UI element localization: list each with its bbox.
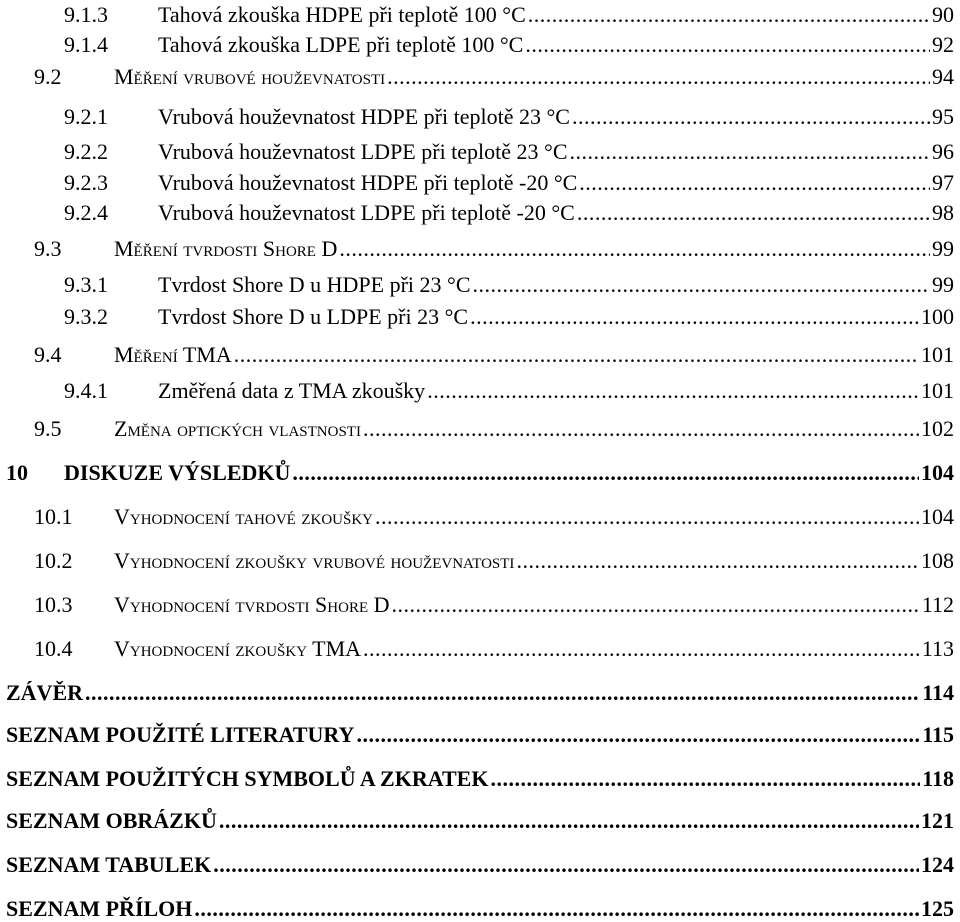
dot-leader <box>292 460 919 482</box>
toc-number: 9.4 <box>34 342 62 367</box>
toc-title: Změřená data z TMA zkoušky <box>158 378 426 403</box>
toc-number: 9.2.4 <box>64 200 108 225</box>
toc-page-number: 101 <box>921 378 954 403</box>
toc-number: 9.2 <box>34 64 62 89</box>
toc-number: 9.3.1 <box>64 272 108 297</box>
toc-number: 10.1 <box>34 504 73 529</box>
toc-page-number: 108 <box>921 548 954 573</box>
dot-leader <box>339 236 930 258</box>
toc-title: SEZNAM OBRÁZKŮ <box>6 808 217 833</box>
toc-title: Vyhodnocení zkoušky vrubové houževnatosti <box>114 548 515 573</box>
toc-number: 9.1.3 <box>64 2 108 27</box>
dot-leader <box>572 104 930 126</box>
toc-entry[interactable] <box>6 722 954 748</box>
dot-leader <box>194 896 919 918</box>
toc-title: Tvrdost Shore D u HDPE při 23 °C <box>158 272 471 297</box>
toc-entry[interactable] <box>34 64 954 90</box>
toc-title: Vyhodnocení zkoušky TMA <box>114 636 362 661</box>
toc-entry[interactable] <box>34 636 954 662</box>
toc-entry[interactable] <box>64 170 954 196</box>
dot-leader <box>392 592 920 614</box>
toc-number: 10.4 <box>34 636 73 661</box>
toc-number: 9.4.1 <box>64 378 108 403</box>
toc-page-number: 95 <box>932 104 954 129</box>
toc-page-number: 125 <box>921 896 954 921</box>
toc-number: 9.2.2 <box>64 139 108 164</box>
toc-title: Vyhodnocení tvrdosti Shore D <box>114 592 390 617</box>
toc-page-number: 96 <box>932 139 954 164</box>
toc-number: 9.3 <box>34 236 62 261</box>
toc-number: 9.3.2 <box>64 304 108 329</box>
toc-page-number: 99 <box>932 236 954 261</box>
dot-leader <box>234 342 919 364</box>
toc-number: 10.3 <box>34 592 73 617</box>
toc-entry[interactable] <box>6 460 954 486</box>
toc-page-number: 98 <box>932 200 954 225</box>
dot-leader <box>528 2 930 24</box>
toc-title: Vrubová houževnatost LDPE při teplotě -20 °C <box>158 200 575 225</box>
toc-entry[interactable] <box>64 200 954 226</box>
toc-page-number: 92 <box>932 32 954 57</box>
toc-entry[interactable] <box>64 139 954 165</box>
toc-page-number: 113 <box>921 636 954 661</box>
toc-entry[interactable] <box>34 548 954 574</box>
toc-page-number: 101 <box>921 342 954 367</box>
toc-page-number: 118 <box>922 766 954 791</box>
toc-page-number: 112 <box>921 592 954 617</box>
toc-title: Vrubová houževnatost HDPE při teplotě 23 °C <box>158 104 570 129</box>
toc-entry[interactable] <box>64 32 954 58</box>
toc-entry[interactable] <box>6 896 954 922</box>
toc-page-number: 104 <box>921 460 954 485</box>
toc-number: 10 <box>6 460 28 485</box>
toc-number: 9.2.1 <box>64 104 108 129</box>
toc-page-number: 104 <box>921 504 954 529</box>
toc-page-number: 99 <box>932 272 954 297</box>
toc-entry[interactable] <box>6 852 954 878</box>
toc-number: 9.1.4 <box>64 32 108 57</box>
toc-number: 10.2 <box>34 548 73 573</box>
toc-title: Vrubová houževnatost HDPE při teplotě -20 °C <box>158 170 578 195</box>
toc-title: Měření vrubové houževnatosti <box>114 64 386 89</box>
toc-page-number: 121 <box>921 808 954 833</box>
toc-page-number: 102 <box>921 416 954 441</box>
dot-leader <box>213 852 919 874</box>
toc-entry[interactable] <box>64 272 954 298</box>
toc-page-number: 100 <box>921 304 954 329</box>
dot-leader <box>85 680 920 702</box>
toc-entry[interactable] <box>34 342 954 368</box>
dot-leader <box>363 416 919 438</box>
toc-entry[interactable] <box>64 2 954 28</box>
toc-title: SEZNAM POUŽITÉ LITERATURY <box>6 722 355 747</box>
dot-leader <box>516 548 919 570</box>
toc-number: 9.5 <box>34 416 62 441</box>
dot-leader <box>470 304 919 326</box>
toc-title: Vrubová houževnatost LDPE při teplotě 23 °C <box>158 139 568 164</box>
toc-page-number: 97 <box>932 170 954 195</box>
dot-leader <box>525 32 930 54</box>
toc-page-number: 115 <box>922 722 954 747</box>
toc-entry[interactable] <box>34 236 954 262</box>
toc-entry[interactable] <box>6 808 954 834</box>
dot-leader <box>387 64 930 86</box>
toc-entry[interactable] <box>34 416 954 442</box>
toc-title: Vyhodnocení tahové zkoušky <box>114 504 373 529</box>
toc-title: SEZNAM POUŽITÝCH SYMBOLŮ A ZKRATEK <box>6 766 489 791</box>
toc-title: Tahová zkouška HDPE při teplotě 100 °C <box>158 2 526 27</box>
toc-title: SEZNAM PŘÍLOH <box>6 896 193 921</box>
toc-title: ZÁVĚR <box>6 680 84 705</box>
toc-number: 9.2.3 <box>64 170 108 195</box>
toc-entry[interactable] <box>64 304 954 330</box>
toc-page-number: 124 <box>921 852 954 877</box>
dot-leader <box>570 139 930 161</box>
toc-entry[interactable] <box>34 504 954 530</box>
toc-title: Tahová zkouška LDPE při teplotě 100 °C <box>158 32 524 57</box>
toc-entry[interactable] <box>6 766 954 792</box>
toc-page-number: 114 <box>922 680 954 705</box>
dot-leader <box>219 808 919 830</box>
toc-entry[interactable] <box>34 592 954 618</box>
dot-leader <box>375 504 919 526</box>
toc-page-number: 90 <box>932 2 954 27</box>
toc-title: Měření TMA <box>114 342 232 367</box>
toc-entry[interactable] <box>6 680 954 706</box>
dot-leader <box>473 272 930 294</box>
toc-title: Tvrdost Shore D u LDPE při 23 °C <box>158 304 469 329</box>
dot-leader <box>490 766 920 788</box>
dot-leader <box>356 722 920 744</box>
dot-leader <box>363 636 920 658</box>
toc-title: SEZNAM TABULEK <box>6 852 212 877</box>
toc-page-number: 94 <box>932 64 954 89</box>
toc-entry[interactable] <box>64 378 954 404</box>
toc-title: Měření tvrdosti Shore D <box>114 236 338 261</box>
dot-leader <box>579 170 930 192</box>
toc-title: Změna optických vlastnosti <box>114 416 361 441</box>
toc-entry[interactable] <box>64 104 954 130</box>
toc-title: DISKUZE VÝSLEDKŮ <box>64 460 291 485</box>
dot-leader <box>427 378 919 400</box>
dot-leader <box>577 200 930 222</box>
